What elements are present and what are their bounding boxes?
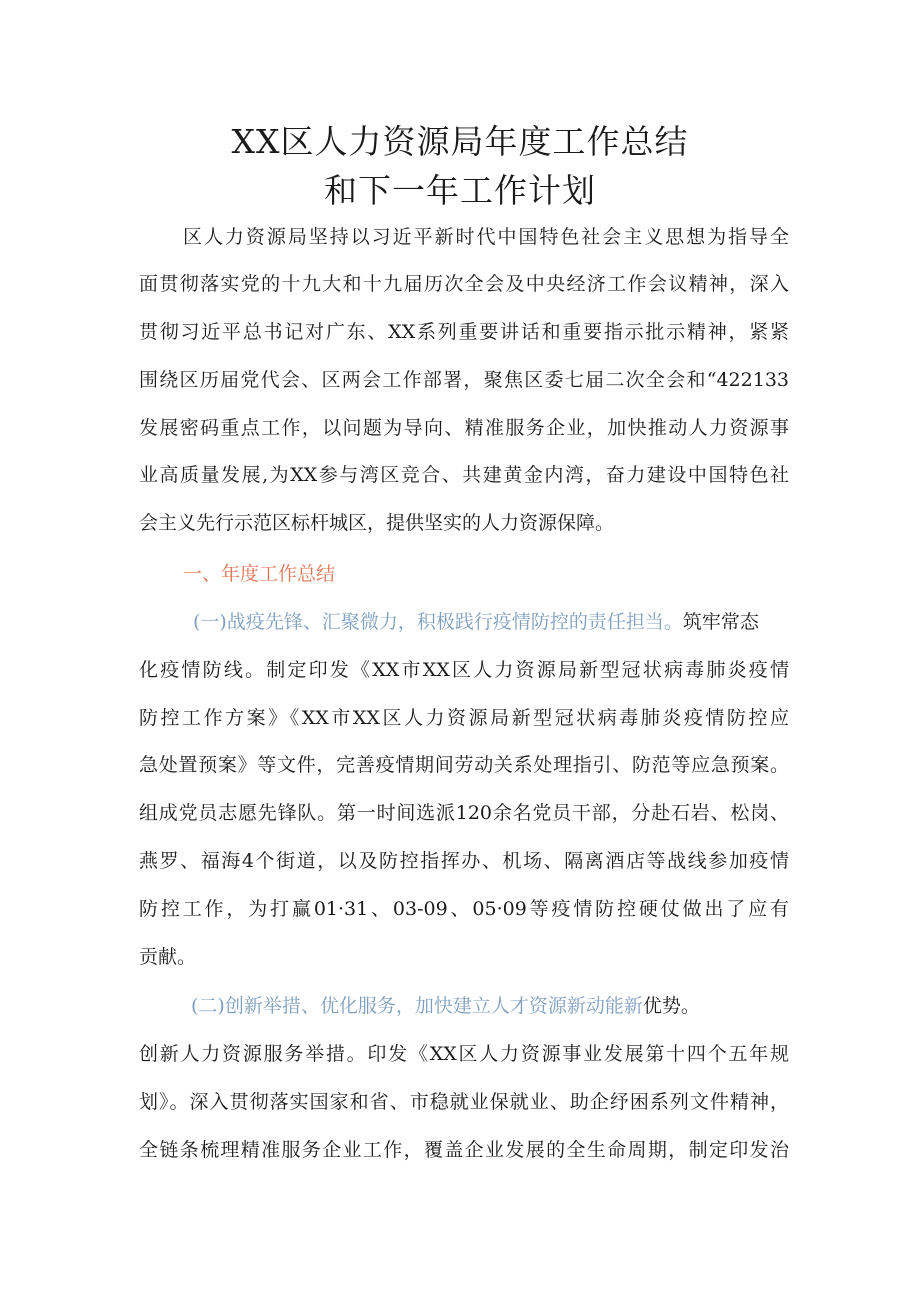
intro-line-1: 区人力资源局坚持以习近平新时代中国特色社会主义思想为指导全 [183, 226, 789, 248]
subsection-1-line-7: 防控工作，为打赢01·31、03-09、05·09等疫情防控硬仗做出了应有 [139, 898, 789, 920]
subsection-1-line-4: 急处置预案》等文件，完善疫情期间劳动关系处理指引、防范等应急预案。 [139, 754, 789, 776]
subsection-2-line-3: 划》。深入贯彻落实国家和省、市稳就业保就业、助企纾困系列文件精神， [139, 1091, 789, 1113]
intro-line-7: 会主义先行示范区标杆城区，提供坚实的人力资源保障。 [139, 512, 615, 534]
document-title-line-2: 和下一年工作计划 [324, 171, 596, 210]
subsection-1-line-2: 化疫情防线。制定印发《XX市XX区人力资源局新型冠状病毒肺炎疫情 [139, 659, 789, 681]
intro-line-6: 业高质量发展,为XX参与湾区竞合、共建黄金内湾，奋力建设中国特色社 [139, 464, 789, 486]
section-heading-annual-summary: 一、年度工作总结 [183, 563, 336, 585]
subsection-2-heading-tail: 优势。 [642, 995, 700, 1017]
subsection-1-first-line [193, 609, 789, 635]
subsection-1-first-line-tail: 筑牢常态 [682, 611, 759, 633]
intro-line-3: 贯彻习近平总书记对广东、XX系列重要讲话和重要指示批示精神，紧紧 [139, 321, 789, 343]
intro-line-2: 面贯彻落实党的十九大和十九届历次全会及中央经济工作会议精神，深入 [139, 273, 789, 295]
subsection-2-first-line [191, 993, 789, 1019]
subsection-2-line-2: 创新人力资源服务举措。印发《XX区人力资源事业发展第十四个五年规 [139, 1043, 789, 1065]
subsection-1-line-5: 组成党员志愿先锋队。第一时间选派120余名党员干部，分赴石岩、松岗、 [139, 802, 789, 824]
subsection-1-line-8: 贡献。 [139, 946, 197, 968]
intro-line-4: 围绕区历届党代会、区两会工作部署，聚焦区委七届二次全会和“422133 [139, 369, 789, 391]
subsection-1-line-3: 防控工作方案》《XX市XX区人力资源局新型冠状病毒肺炎疫情防控应 [139, 707, 789, 729]
subsection-1-line-6: 燕罗、福海4个街道，以及防控指挥办、机场、隔离酒店等战线参加疫情 [139, 850, 789, 872]
intro-line-5: 发展密码重点工作，以问题为导向、精准服务企业，加快推动人力资源事 [139, 417, 789, 439]
subsection-2-line-4: 全链条梳理精准服务企业工作，覆盖企业发展的全生命周期，制定印发治 [139, 1139, 789, 1161]
subsection-1-heading: (一)战疫先锋、汇聚微力，积极践行疫情防控的责任担当。 [193, 611, 683, 633]
document-title-line-1: XX区人力资源局年度工作总结 [231, 122, 689, 161]
subsection-2-heading: (二)创新举措、优化服务，加快建立人才资源新动能新 [191, 995, 643, 1017]
